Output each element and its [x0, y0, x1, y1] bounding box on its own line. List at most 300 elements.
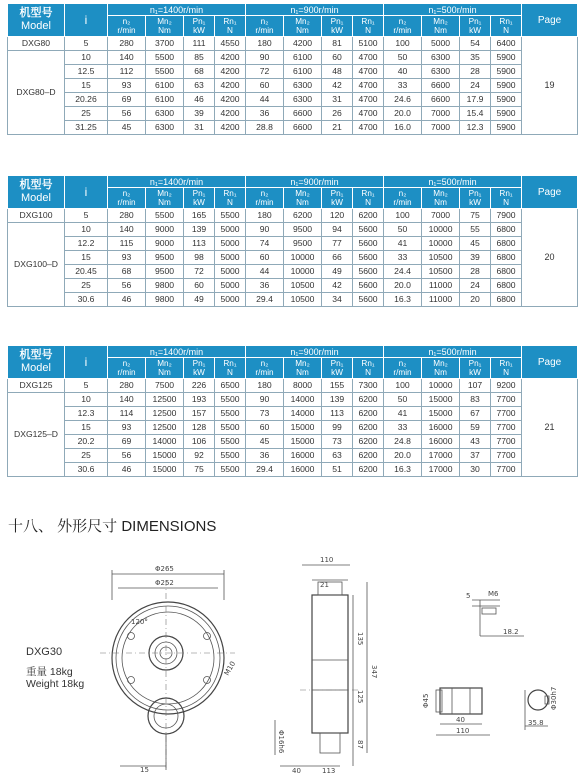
table-row — [8, 293, 578, 307]
sub-header-unit: kW — [331, 368, 343, 377]
speed-group-header: n₁=900r/min — [246, 346, 384, 358]
value-cell: 7900 — [491, 209, 522, 223]
dim-label: 110 — [320, 556, 334, 564]
speed-group-header: n₁=500r/min — [384, 4, 522, 16]
key-detail — [466, 590, 524, 636]
sub-header — [491, 358, 522, 379]
value-cell: 115 — [108, 237, 146, 251]
value-cell: 48 — [322, 65, 353, 79]
sub-header — [353, 16, 384, 37]
sub-header — [215, 16, 246, 37]
side-view — [275, 565, 367, 766]
sub-header-symbol: n₂ — [398, 17, 407, 26]
sub-header-symbol: Pn₁ — [192, 189, 206, 198]
value-cell: 60 — [322, 51, 353, 65]
model-header-cn: 机型号 — [19, 7, 53, 19]
value-cell: 157 — [184, 407, 215, 421]
ratio-cell: 10 — [65, 223, 108, 237]
value-cell: 5500 — [215, 463, 246, 477]
sub-header-unit: kW — [469, 198, 481, 207]
value-cell: 5600 — [353, 265, 384, 279]
ratio-cell: 15 — [65, 421, 108, 435]
sub-header-unit: kW — [193, 368, 205, 377]
value-cell: 20.0 — [384, 107, 422, 121]
value-cell: 9800 — [146, 279, 184, 293]
value-cell: 24.6 — [384, 93, 422, 107]
sub-header-symbol: Mn₂ — [433, 189, 448, 198]
value-cell: 5500 — [215, 421, 246, 435]
model-header-en: Model — [21, 362, 51, 374]
spec-table-dxg80 — [7, 3, 578, 135]
value-cell: 15000 — [284, 435, 322, 449]
value-cell: 50 — [384, 393, 422, 407]
value-cell: 5000 — [422, 37, 460, 51]
dim-label: 40 — [292, 767, 301, 775]
sub-header-unit: Nm — [158, 368, 171, 377]
value-cell: 21 — [322, 121, 353, 135]
sub-header-symbol: Rn₁ — [361, 359, 375, 368]
sub-header — [246, 16, 284, 37]
value-cell: 5900 — [491, 107, 522, 121]
value-cell: 90 — [246, 393, 284, 407]
value-cell: 42 — [322, 279, 353, 293]
dim-label: 347 — [370, 665, 378, 679]
value-cell: 100 — [384, 379, 422, 393]
value-cell: 5900 — [491, 93, 522, 107]
sub-header-unit: N — [365, 198, 371, 207]
page-header: Page — [522, 4, 578, 37]
value-cell: 49 — [322, 265, 353, 279]
sub-header-symbol: Mn₂ — [433, 359, 448, 368]
ratio-cell: 25 — [65, 107, 108, 121]
speed-group-header: n₁=1400r/min — [108, 346, 246, 358]
value-cell: 75 — [460, 209, 491, 223]
value-cell: 6200 — [353, 421, 384, 435]
sub-header-symbol: Mn₂ — [157, 189, 172, 198]
value-cell: 68 — [108, 265, 146, 279]
speed-group-header: n₁=1400r/min — [108, 4, 246, 16]
value-cell: 44 — [246, 265, 284, 279]
speed-group-header: n₁=1400r/min — [108, 176, 246, 188]
value-cell: 5500 — [146, 51, 184, 65]
front-view — [100, 570, 238, 770]
shaft-detail — [422, 687, 558, 735]
value-cell: 11000 — [422, 279, 460, 293]
dim-label: 15 — [140, 766, 149, 774]
model-header-cn: 机型号 — [19, 179, 53, 191]
dim-label: 113 — [322, 767, 336, 775]
value-cell: 41 — [384, 237, 422, 251]
sub-header-symbol: Pn₁ — [330, 17, 344, 26]
value-cell: 6800 — [491, 251, 522, 265]
value-cell: 193 — [184, 393, 215, 407]
value-cell: 31 — [184, 121, 215, 135]
value-cell: 29.4 — [246, 463, 284, 477]
value-cell: 5000 — [215, 265, 246, 279]
sub-header — [184, 188, 215, 209]
dim-label: M10 — [222, 660, 238, 677]
value-cell: 6800 — [491, 265, 522, 279]
sub-header-unit: kW — [331, 26, 343, 35]
value-cell: 6800 — [491, 293, 522, 307]
sub-header-symbol: Mn₂ — [295, 359, 310, 368]
value-cell: 4200 — [215, 79, 246, 93]
value-cell: 41 — [384, 407, 422, 421]
value-cell: 20.0 — [384, 449, 422, 463]
sub-header — [108, 358, 146, 379]
value-cell: 7300 — [353, 379, 384, 393]
value-cell: 107 — [460, 379, 491, 393]
value-cell: 4700 — [353, 93, 384, 107]
value-cell: 59 — [460, 421, 491, 435]
value-cell: 14000 — [284, 407, 322, 421]
sub-header-unit: Nm — [434, 198, 447, 207]
value-cell: 68 — [184, 65, 215, 79]
table-row — [8, 79, 578, 93]
ratio-cell: 5 — [65, 37, 108, 51]
value-cell: 98 — [184, 251, 215, 265]
sub-header-unit: r/min — [117, 368, 136, 377]
value-cell: 9000 — [146, 237, 184, 251]
value-cell: 7700 — [491, 407, 522, 421]
sub-header — [322, 188, 353, 209]
value-cell: 6600 — [284, 121, 322, 135]
value-cell: 9500 — [284, 223, 322, 237]
sub-header — [146, 188, 184, 209]
value-cell: 6300 — [284, 93, 322, 107]
value-cell: 6100 — [284, 51, 322, 65]
ratio-cell: 20.2 — [65, 435, 108, 449]
value-cell: 6200 — [353, 449, 384, 463]
value-cell: 90 — [246, 223, 284, 237]
sub-header-unit: N — [365, 368, 371, 377]
sub-header-symbol: n₂ — [260, 189, 269, 198]
value-cell: 113 — [322, 407, 353, 421]
dim-label: 120° — [131, 618, 148, 626]
value-cell: 10500 — [422, 265, 460, 279]
value-cell: 45 — [460, 237, 491, 251]
sub-header-unit: N — [227, 368, 233, 377]
model-header-cn: 机型号 — [19, 349, 53, 361]
value-cell: 42 — [322, 79, 353, 93]
sub-header — [353, 188, 384, 209]
sub-header — [422, 188, 460, 209]
value-cell: 60 — [246, 251, 284, 265]
value-cell: 15000 — [146, 449, 184, 463]
value-cell: 140 — [108, 51, 146, 65]
sub-header — [246, 188, 284, 209]
table-row — [8, 65, 578, 79]
value-cell: 6400 — [491, 37, 522, 51]
value-cell: 72 — [184, 265, 215, 279]
value-cell: 10500 — [284, 279, 322, 293]
ratio-cell: 12.3 — [65, 407, 108, 421]
table-row — [8, 223, 578, 237]
ratio-cell: 12.2 — [65, 237, 108, 251]
value-cell: 5000 — [215, 279, 246, 293]
value-cell: 7700 — [491, 449, 522, 463]
value-cell: 15000 — [146, 463, 184, 477]
sub-header-unit: kW — [469, 368, 481, 377]
value-cell: 46 — [184, 93, 215, 107]
value-cell: 6300 — [422, 51, 460, 65]
sub-header — [384, 358, 422, 379]
sub-header-unit: kW — [469, 26, 481, 35]
table-row — [8, 279, 578, 293]
model-header-en: Model — [21, 192, 51, 204]
sub-header-symbol: Rn₁ — [499, 359, 513, 368]
section-title: 十八、 外形尺寸 DIMENSIONS — [8, 518, 217, 535]
dim-label: 21 — [320, 581, 329, 589]
model-cell: DXG100–D — [8, 223, 65, 307]
value-cell: 280 — [108, 209, 146, 223]
drawing-model-label: DXG30 — [26, 646, 63, 658]
value-cell: 140 — [108, 393, 146, 407]
value-cell: 120 — [322, 209, 353, 223]
table-row — [8, 37, 578, 51]
sub-header — [322, 16, 353, 37]
value-cell: 9500 — [146, 251, 184, 265]
sub-header-unit: Nm — [296, 198, 309, 207]
sub-header — [491, 16, 522, 37]
value-cell: 6200 — [353, 463, 384, 477]
value-cell: 43 — [460, 435, 491, 449]
sub-header-symbol: Mn₂ — [157, 359, 172, 368]
value-cell: 93 — [108, 421, 146, 435]
weight-en-label: Weight 18kg — [26, 678, 85, 690]
sub-header — [384, 188, 422, 209]
value-cell: 83 — [460, 393, 491, 407]
value-cell: 5000 — [215, 223, 246, 237]
value-cell: 180 — [246, 209, 284, 223]
value-cell: 4700 — [353, 51, 384, 65]
value-cell: 16.3 — [384, 293, 422, 307]
dimension-drawing — [0, 540, 582, 776]
value-cell: 51 — [322, 463, 353, 477]
value-cell: 28 — [460, 65, 491, 79]
value-cell: 113 — [184, 237, 215, 251]
value-cell: 5500 — [146, 209, 184, 223]
front-view-labels — [131, 565, 237, 774]
sub-header — [108, 16, 146, 37]
model-header — [8, 346, 65, 379]
value-cell: 6200 — [353, 209, 384, 223]
value-cell: 73 — [246, 407, 284, 421]
value-cell: 5500 — [215, 209, 246, 223]
sub-header — [284, 188, 322, 209]
sub-header — [108, 188, 146, 209]
sub-header-unit: r/min — [393, 368, 412, 377]
sub-header-symbol: n₂ — [122, 359, 131, 368]
sub-header-symbol: Pn₁ — [192, 359, 206, 368]
value-cell: 6300 — [284, 79, 322, 93]
value-cell: 14000 — [146, 435, 184, 449]
value-cell: 75 — [184, 463, 215, 477]
dim-label: M6 — [488, 590, 499, 598]
sub-header — [146, 16, 184, 37]
value-cell: 4200 — [215, 51, 246, 65]
value-cell: 6800 — [491, 279, 522, 293]
value-cell: 16000 — [284, 463, 322, 477]
dim-label: 135 — [356, 632, 364, 646]
value-cell: 8000 — [284, 379, 322, 393]
value-cell: 15.4 — [460, 107, 491, 121]
value-cell: 7700 — [491, 463, 522, 477]
page-header: Page — [522, 176, 578, 209]
value-cell: 56 — [108, 279, 146, 293]
sub-header — [246, 358, 284, 379]
ratio-cell: 20.26 — [65, 93, 108, 107]
sub-header-symbol: Pn₁ — [468, 17, 482, 26]
model-cell: DXG125 — [8, 379, 65, 393]
sub-header-unit: Nm — [158, 26, 171, 35]
value-cell: 6100 — [146, 79, 184, 93]
value-cell: 12500 — [146, 393, 184, 407]
sub-header — [460, 16, 491, 37]
sub-header — [353, 358, 384, 379]
value-cell: 12500 — [146, 407, 184, 421]
value-cell: 54 — [460, 37, 491, 51]
value-cell: 112 — [108, 65, 146, 79]
value-cell: 39 — [184, 107, 215, 121]
sub-header-symbol: Rn₁ — [499, 17, 513, 26]
sub-header-symbol: Rn₁ — [223, 359, 237, 368]
value-cell: 45 — [246, 435, 284, 449]
table-row — [8, 379, 578, 393]
value-cell: 7000 — [422, 107, 460, 121]
side-view-labels — [277, 556, 378, 775]
value-cell: 5100 — [353, 37, 384, 51]
value-cell: 39 — [460, 251, 491, 265]
value-cell: 31 — [322, 93, 353, 107]
sub-header-symbol: n₂ — [398, 359, 407, 368]
ratio-cell: 25 — [65, 279, 108, 293]
sub-header-symbol: n₂ — [122, 189, 131, 198]
value-cell: 69 — [108, 435, 146, 449]
value-cell: 72 — [246, 65, 284, 79]
page-cell: 20 — [522, 209, 578, 307]
sub-header-unit: r/min — [117, 26, 136, 35]
value-cell: 5000 — [215, 251, 246, 265]
value-cell: 4550 — [215, 37, 246, 51]
sub-header — [422, 358, 460, 379]
model-header-en: Model — [21, 20, 51, 32]
value-cell: 139 — [322, 393, 353, 407]
sub-header-unit: r/min — [117, 198, 136, 207]
sub-header-symbol: n₂ — [260, 17, 269, 26]
table-row — [8, 449, 578, 463]
value-cell: 5900 — [491, 65, 522, 79]
value-cell: 4700 — [353, 65, 384, 79]
table-row — [8, 251, 578, 265]
value-cell: 9200 — [491, 379, 522, 393]
model-cell: DXG125–D — [8, 393, 65, 477]
value-cell: 100 — [384, 209, 422, 223]
value-cell: 73 — [322, 435, 353, 449]
table-row — [8, 407, 578, 421]
ratio-cell: 10 — [65, 393, 108, 407]
sub-header-unit: N — [503, 368, 509, 377]
value-cell: 24.8 — [384, 435, 422, 449]
value-cell: 55 — [460, 223, 491, 237]
table-row — [8, 51, 578, 65]
value-cell: 16000 — [422, 421, 460, 435]
value-cell: 15000 — [422, 407, 460, 421]
ratio-cell: 10 — [65, 51, 108, 65]
dim-label: Φ30h7 — [550, 686, 558, 710]
sub-header-symbol: Rn₁ — [499, 189, 513, 198]
dim-label: Φ265 — [155, 565, 174, 573]
value-cell: 6300 — [146, 121, 184, 135]
value-cell: 6600 — [422, 93, 460, 107]
sub-header-symbol: Rn₁ — [223, 17, 237, 26]
value-cell: 140 — [108, 223, 146, 237]
value-cell: 4200 — [284, 37, 322, 51]
sub-header-symbol: Mn₂ — [295, 17, 310, 26]
sub-header-unit: r/min — [255, 198, 274, 207]
ratio-header: i — [65, 176, 108, 209]
value-cell: 5600 — [353, 237, 384, 251]
value-cell: 50 — [384, 223, 422, 237]
value-cell: 20.0 — [384, 279, 422, 293]
value-cell: 16.0 — [384, 121, 422, 135]
value-cell: 139 — [184, 223, 215, 237]
value-cell: 165 — [184, 209, 215, 223]
dim-label: Φ16h6 — [277, 730, 285, 754]
value-cell: 44 — [246, 93, 284, 107]
value-cell: 77 — [322, 237, 353, 251]
value-cell: 7000 — [422, 209, 460, 223]
value-cell: 40 — [384, 65, 422, 79]
model-header — [8, 176, 65, 209]
value-cell: 128 — [184, 421, 215, 435]
value-cell: 4200 — [215, 93, 246, 107]
value-cell: 9800 — [146, 293, 184, 307]
ratio-cell: 5 — [65, 379, 108, 393]
sub-header-symbol: Rn₁ — [361, 189, 375, 198]
value-cell: 3700 — [146, 37, 184, 51]
sub-header — [491, 188, 522, 209]
sub-header-unit: Nm — [434, 368, 447, 377]
value-cell: 56 — [108, 449, 146, 463]
model-cell: DXG80–D — [8, 51, 65, 135]
value-cell: 5600 — [353, 293, 384, 307]
value-cell: 7700 — [491, 393, 522, 407]
sub-header-symbol: Pn₁ — [468, 189, 482, 198]
value-cell: 34 — [322, 293, 353, 307]
value-cell: 93 — [108, 79, 146, 93]
value-cell: 35 — [460, 51, 491, 65]
speed-group-header: n₁=900r/min — [246, 4, 384, 16]
sub-header-unit: kW — [331, 198, 343, 207]
sub-header — [384, 16, 422, 37]
sub-header-unit: N — [227, 26, 233, 35]
value-cell: 10000 — [284, 251, 322, 265]
sub-header — [322, 358, 353, 379]
sub-header — [284, 16, 322, 37]
sub-header-symbol: Pn₁ — [468, 359, 482, 368]
value-cell: 63 — [184, 79, 215, 93]
value-cell: 6100 — [146, 93, 184, 107]
ratio-cell: 31.25 — [65, 121, 108, 135]
value-cell: 94 — [322, 223, 353, 237]
sub-header-unit: kW — [193, 198, 205, 207]
table-row — [8, 209, 578, 223]
ratio-cell: 30.6 — [65, 463, 108, 477]
sub-header-symbol: Pn₁ — [330, 189, 344, 198]
value-cell: 280 — [108, 379, 146, 393]
value-cell: 5500 — [146, 65, 184, 79]
